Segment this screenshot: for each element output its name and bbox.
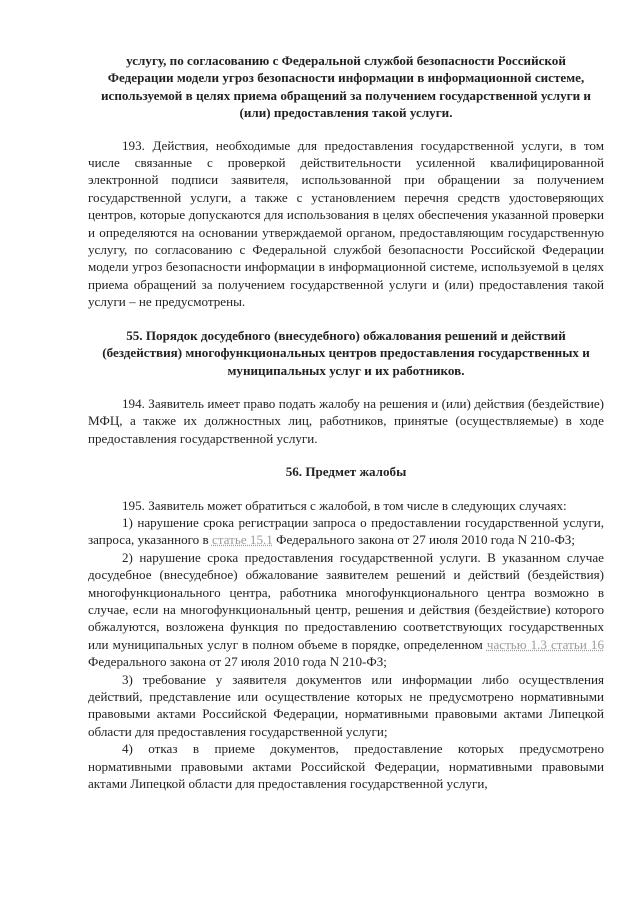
list-item-2-text: 2) нарушение срока предоставления государственной услуги. В указанном случае досудебное (внесудебное) обжалование заявителем решений и действий (бездействия) многофункционального центра, работника многофункционального центра возможно в случае, если на многофункциональный центр, решения и действия (бездействие) которого обжалуются, возложена функция по предоставлению соответствующих государственных или муниципальных услуг в полном объеме в порядке, определенном <box>88 549 604 652</box>
section-heading-55: 55. Порядок досудебного (внесудебного) обжалования решений и действий (бездействия) многофункциональных центров предоставления государственных и муниципальных услуг и их работников. <box>102 327 590 378</box>
law-article-link[interactable]: частью 1.3 статьи 16 <box>486 636 604 652</box>
list-item-2 <box>88 549 604 671</box>
paragraph-195: 195. Заявитель может обратиться с жалобой, в том числе в следующих случаях: <box>122 497 567 513</box>
list-item-4: 4) отказ в приеме документов, предоставление которых предусмотрено нормативными правовыми актами Российской Федерации, нормативными правовыми актами Липецкой области для предоставления государственной услуги, <box>88 741 604 792</box>
section-heading-56: 56. Предмет жалобы <box>285 464 407 480</box>
paragraph-193: 193. Действия, необходимые для предоставления государственной услуги, в том числе связанные с проверкой действительности усиленной квалифицированной электронной подписи заявителя, использованной при обращении за получением государственной услуги, а также с установлением перечня средств удостоверяющих центров, которые допускаются для использования в целях обеспечения указанной проверки и определяются на основании утверждаемой органом, предоставляющим государственную услугу, по согласованию с Федеральной службой безопасности Российской Федерации модели угроз безопасности информации в информационной системе, используемой в целях приема обращений за получением государственной услуги и (или) предоставления такой услуги – не предусмотрены. <box>88 137 604 310</box>
section-heading-continued: услугу, по согласованию с Федеральной службой безопасности Российской Федерации модели угроз безопасности информации в информационной системе, используемой в целях приема обращений за получением государственной услуги и (или) предоставления такой услуги. <box>101 53 591 121</box>
paragraph-194: 194. Заявитель имеет право подать жалобу на решения и (или) действия (бездействие) МФЦ, а также их должностных лиц, работников, принятые (осуществляемые) в ходе предоставления государственной услуги. <box>88 395 604 446</box>
list-item-2-tail: Федерального закона от 27 июля 2010 года N 210-ФЗ; <box>88 654 387 670</box>
list-item-1 <box>88 514 604 549</box>
document-page <box>88 52 604 792</box>
law-article-link[interactable]: статье 15.1 <box>211 532 273 548</box>
list-item-3: 3) требование у заявителя документов или информации либо осуществления действий, представление или осуществление которых не предусмотрено нормативными правовыми актами Российской Федерации, нормативными правовыми актами Липецкой области для предоставления государственной услуги; <box>88 671 604 739</box>
list-item-1-text: 1) нарушение срока регистрации запроса о предоставлении государственной услуги, запроса, указанного в <box>88 514 604 548</box>
list-item-1-tail: Федерального закона от 27 июля 2010 года N 210-ФЗ; <box>272 532 575 548</box>
